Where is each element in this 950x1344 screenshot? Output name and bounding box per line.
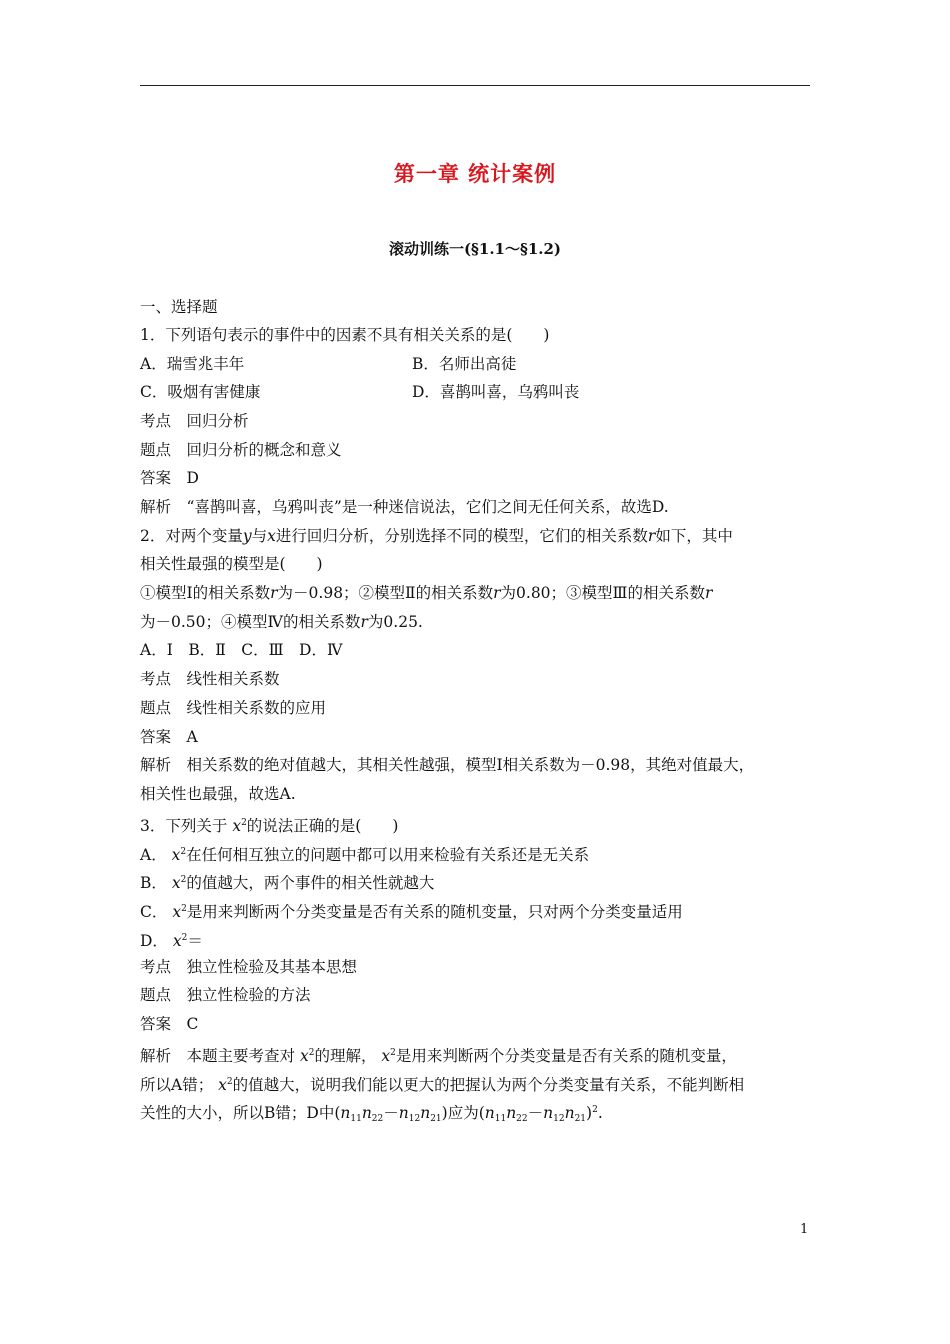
q1-analysis: 解析 “喜鹊叫喜，乌鸦叫丧”是一种迷信说法，它们之间无任何关系，故选D.	[140, 498, 669, 516]
q3-analysis-line3: 关性的大小，所以B错；D中$(n_{11}n_{22}-n_{12}n_{21})$应为$(n_{11}n_{22}-n_{12}n_{21})^2$.	[140, 1104, 603, 1124]
q2-models-line2: 为－0.50；④模型Ⅳ的相关系数r为0.25.	[140, 613, 423, 631]
q2-kaodian: 考点 线性相关系数	[140, 670, 280, 688]
page-number: 1	[800, 1222, 809, 1237]
q2-stem-line1: 2．对两个变量y与x进行回归分析，分别选择不同的模型，它们的相关系数r如下，其中	[140, 527, 733, 545]
q3-analysis-line2: 所以A错； $x^2$的值越大，说明我们能以更大的把握认为两个分类变量有关系，不能判断相	[140, 1076, 745, 1094]
q3-option-c: C． $x^2$是用来判断两个分类变量是否有关系的随机变量，只对两个分类变量适用	[140, 903, 683, 921]
q1-answer: 答案 D	[140, 469, 199, 487]
q2-options: A．Ⅰ B．Ⅱ C．Ⅲ D．Ⅳ	[140, 641, 343, 659]
q3-stem: 3．下列关于 $x^2$的说法正确的是( )	[140, 817, 399, 835]
q2-analysis-line1: 解析 相关系数的绝对值越大，其相关性越强，模型Ⅰ相关系数为－0.98，其绝对值最大，	[140, 756, 755, 774]
q1-tidian: 题点 回归分析的概念和意义	[140, 441, 342, 459]
q2-stem-line2: 相关性最强的模型是( )	[140, 555, 323, 573]
q2-models-line1: ①模型Ⅰ的相关系数r为－0.98；②模型Ⅱ的相关系数r为0.80；③模型Ⅲ的相关系数r	[140, 584, 713, 602]
q1-option-b: B．名师出高徒	[412, 355, 517, 373]
q3-option-b: B． $x^2$的值越大，两个事件的相关性就越大	[140, 874, 435, 892]
q3-option-d: D． $x^2=$	[140, 932, 203, 950]
section-subtitle: 滚动训练一(§1.1～§1.2)	[388, 240, 562, 258]
q2-analysis-line2: 相关性也最强，故选A.	[140, 785, 296, 803]
q1-option-c: C．吸烟有害健康	[140, 383, 261, 401]
q3-answer: 答案 C	[140, 1015, 199, 1033]
q1-option-a: A．瑞雪兆丰年	[140, 355, 245, 373]
q2-tidian: 题点 线性相关系数的应用	[140, 699, 327, 717]
chapter-title: 第一章 统计案例	[393, 161, 557, 186]
q3-kaodian: 考点 独立性检验及其基本思想	[140, 958, 358, 976]
q3-tidian: 题点 独立性检验的方法	[140, 986, 311, 1004]
q3-option-a: A． $x^2$在任何相互独立的问题中都可以用来检验有关系还是无关系	[140, 846, 590, 864]
header-rule	[140, 85, 810, 86]
q3-analysis-line1: 解析 本题主要考查对 $x^2$的理解， $x^2$是用来判断两个分类变量是否有关系的随机变量，	[140, 1047, 737, 1065]
q1-option-d: D．喜鹊叫喜，乌鸦叫丧	[412, 383, 580, 401]
q1-kaodian: 考点 回归分析	[140, 412, 249, 430]
q2-answer: 答案 A	[140, 728, 198, 746]
section-heading: 一、选择题	[140, 298, 218, 316]
q1-stem: 1．下列语句表示的事件中的因素不具有相关关系的是( )	[140, 326, 550, 344]
